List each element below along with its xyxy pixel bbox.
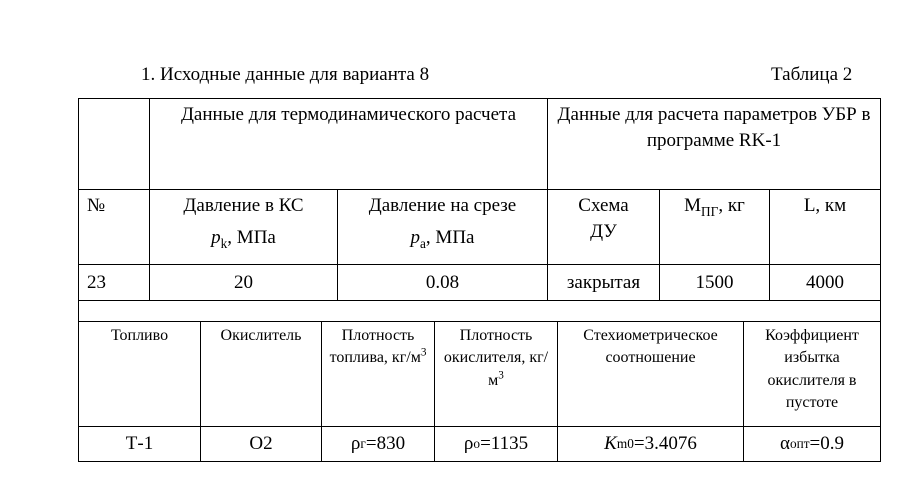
cell-oxidizer: O2	[200, 426, 322, 462]
header-num: №	[78, 189, 150, 265]
header-pk-unit: $p_k$, МПа	[211, 226, 276, 251]
caption-title: 1. Исходные данные для варианта 8	[141, 64, 430, 85]
header-pk-title: Давление в КС	[183, 195, 304, 216]
cell-stoichiometric: K m 0 =3.4076	[557, 426, 744, 462]
header-thermo-group: Данные для термодинамического расчета	[149, 98, 548, 190]
cell-fuel: Т-1	[78, 426, 201, 462]
header-excess-coefficient: Коэффициент избытка окислителя в пустоте	[743, 321, 881, 427]
header-oxidizer: Окислитель	[200, 321, 322, 427]
header-pa	[337, 189, 548, 265]
cell-mpg: 1500	[659, 264, 770, 301]
cell-pk: 20	[149, 264, 338, 301]
cell-scheme: закрытая	[547, 264, 660, 301]
header-pa-title: Давление на срезе	[368, 195, 517, 216]
header-scheme: Схема ДУ	[547, 189, 660, 265]
header-fuel-density: Плотность топлива, $кг/м^3$	[321, 321, 435, 427]
header-L: L, км	[769, 189, 881, 265]
caption-table-label: Таблица 2	[771, 64, 853, 85]
cell-L: 4000	[769, 264, 881, 301]
header-fuel: Топливо	[78, 321, 201, 427]
cell-pa: 0.08	[337, 264, 548, 301]
header-mpg: $M_{ПГ}$, кг	[659, 189, 770, 265]
cell-excess-coefficient: α опт =0.9	[743, 426, 881, 462]
header-rk1-group: Данные для расчета параметров УБР в программе RK-1	[547, 98, 881, 190]
cell-fuel-density: ρ г =830	[321, 426, 435, 462]
cell-oxidizer-density: ρ о =1135	[434, 426, 558, 462]
cell-num: 23	[78, 264, 150, 301]
header-pa-unit: $p_a$, МПа	[410, 226, 475, 251]
separator-row	[78, 300, 881, 322]
header-oxidizer-density: Плотность окислителя, $кг/м^3$	[434, 321, 558, 427]
header-pk	[149, 189, 338, 265]
empty-header-cell	[78, 98, 150, 190]
header-stoichiometric: Стехиометрическое соотношение	[557, 321, 744, 427]
